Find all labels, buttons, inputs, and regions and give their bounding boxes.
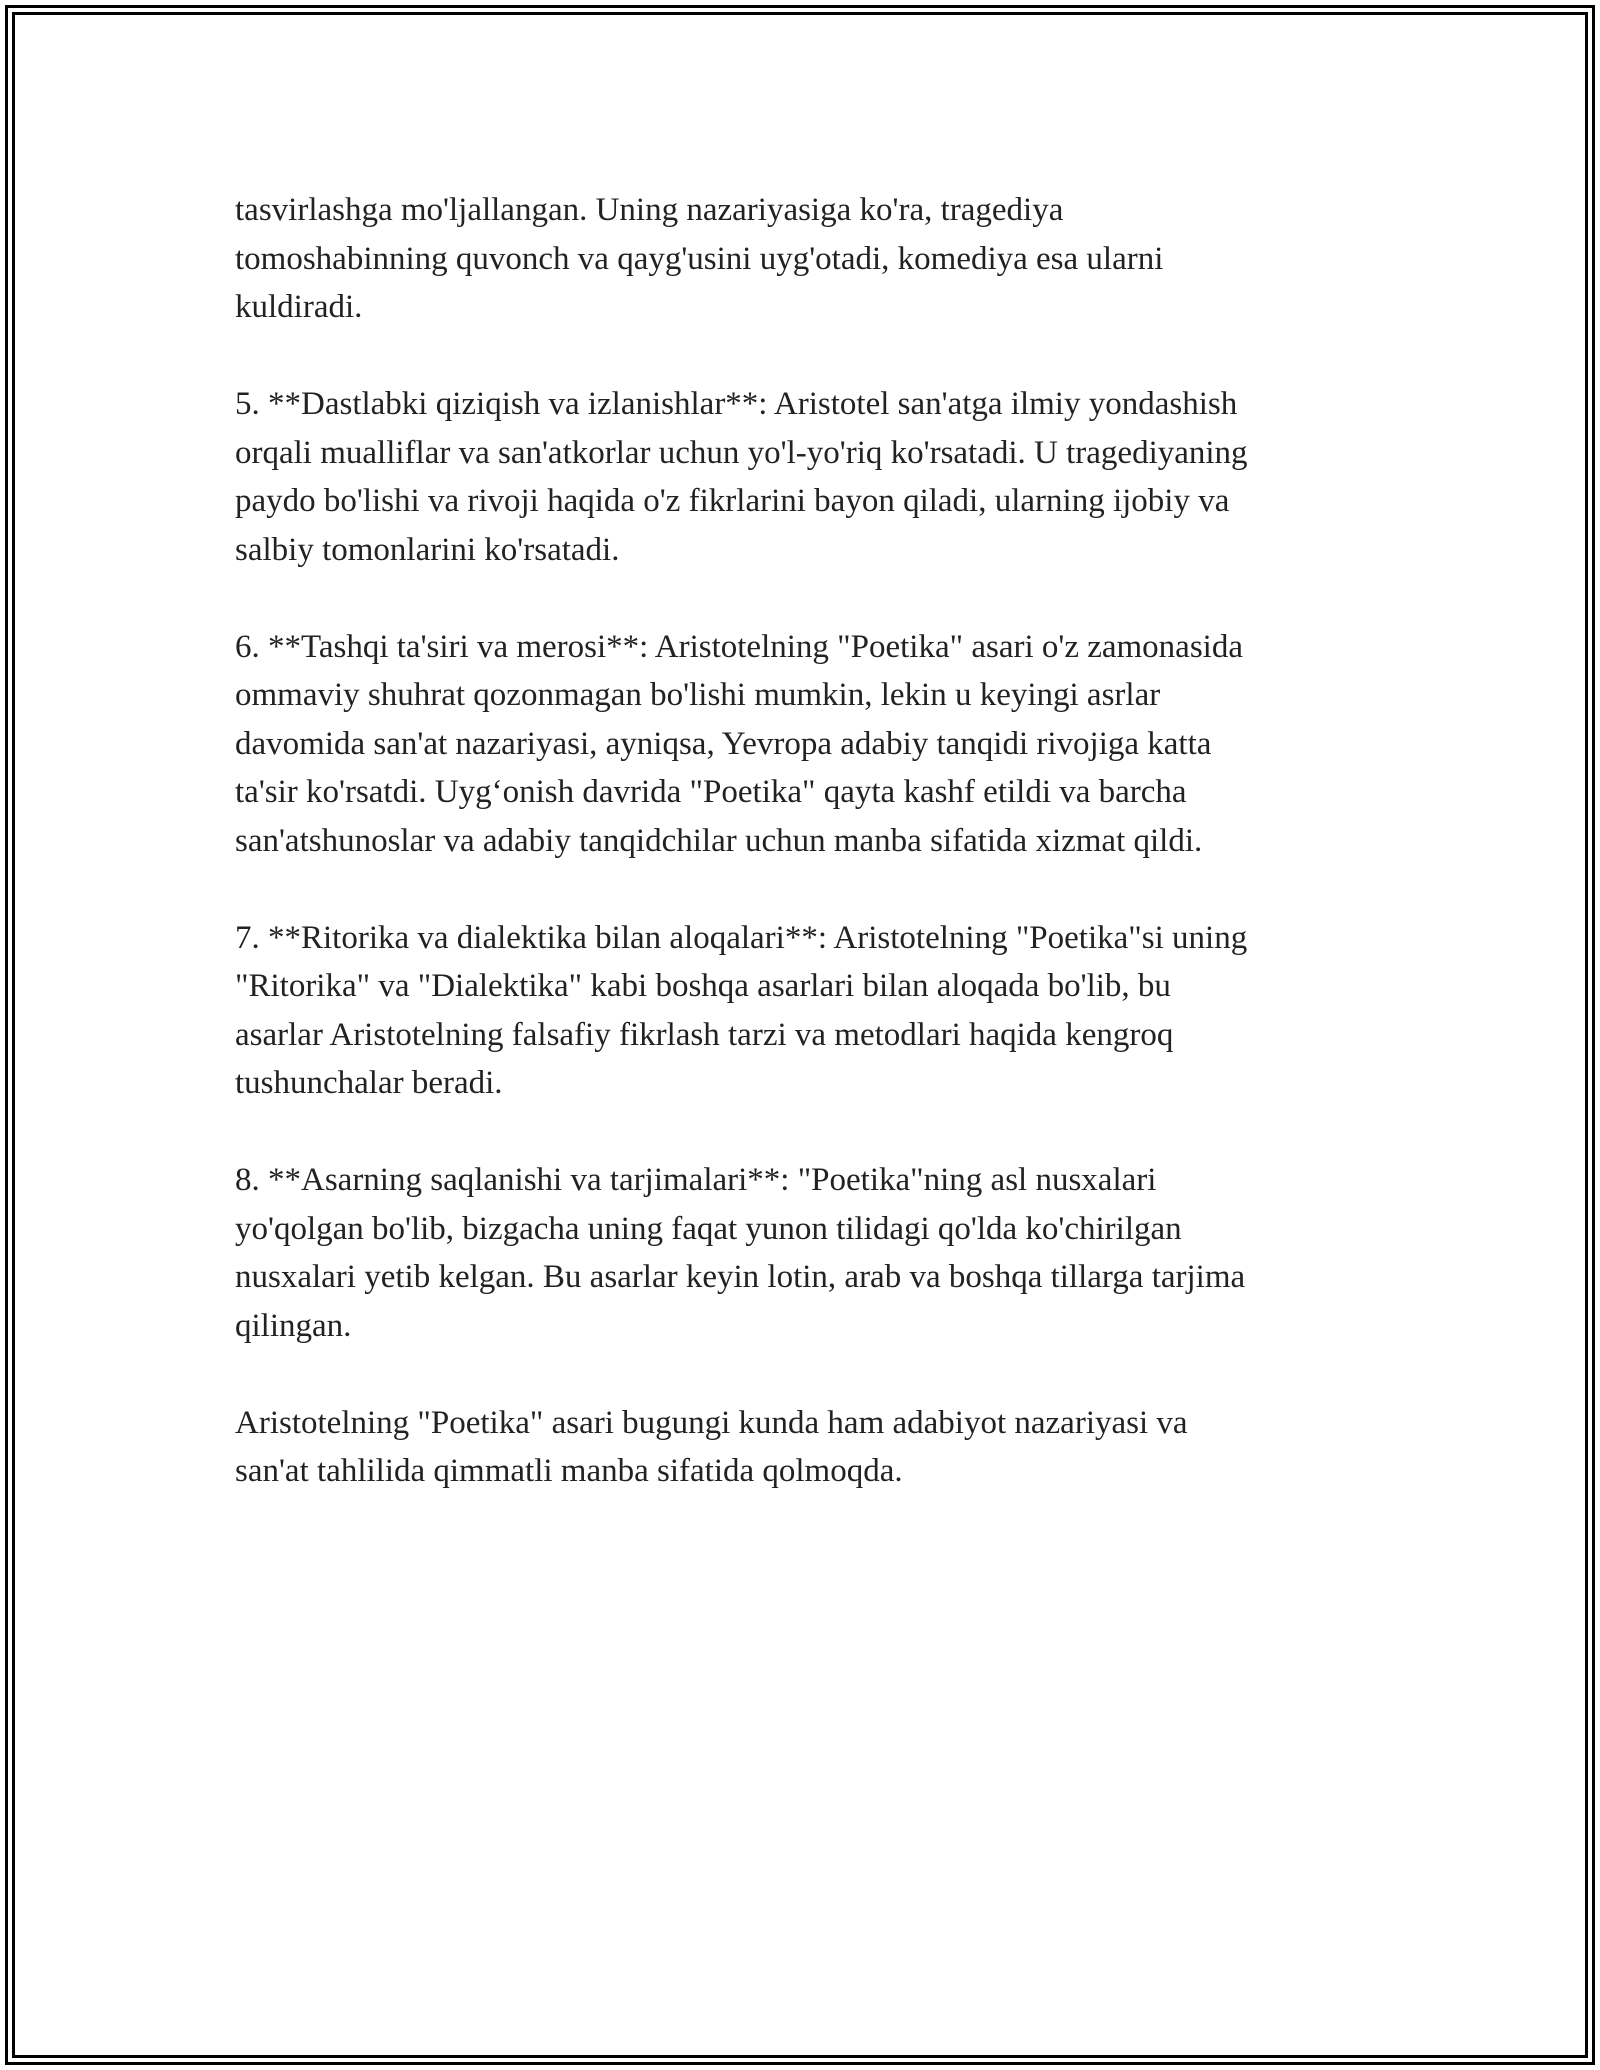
text-line: qilingan.	[235, 1307, 352, 1344]
text-line: orqali mualliflar va san'atkorlar uchun yo'l-yo'riq ko'rsatadi. U tragediyaning	[235, 434, 1248, 471]
document-body	[235, 186, 1375, 1544]
text-line: salbiy tomonlarini ko'rsatadi.	[235, 531, 620, 568]
text-line: 6. **Tashqi ta'siri va merosi**: Aristotelning "Poetika" asari o'z zamonasida	[235, 628, 1243, 665]
text-line: yo'qolgan bo'lib, bizgacha uning faqat yunon tilidagi qo'lda ko'chirilgan	[235, 1210, 1182, 1247]
text-line: ommaviy shuhrat qozonmagan bo'lishi mumkin, lekin u keyingi asrlar	[235, 677, 1161, 713]
text-line: asarlar Aristotelning falsafiy fikrlash tarzi va metodlari haqida kengroq	[235, 1016, 1174, 1053]
text-line: 5. **Dastlabki qiziqish va izlanishlar**: Aristotel san'atga ilmiy yondashish	[235, 386, 1238, 422]
text-line: san'atshunoslar va adabiy tanqidchilar uchun manba sifatida xizmat qildi.	[235, 822, 1203, 859]
paragraph-item-6	[235, 623, 1375, 866]
text-line: tushunchalar beradi.	[235, 1065, 503, 1101]
paragraph-item-7	[235, 914, 1375, 1108]
text-line: san'at tahlilida qimmatli manba sifatida qolmoqda.	[235, 1453, 903, 1489]
text-line: 7. **Ritorika va dialektika bilan aloqalari**: Aristotelning "Poetika"si uning	[235, 919, 1248, 956]
paragraph-conclusion	[235, 1399, 1375, 1496]
paragraph-item-5	[235, 380, 1375, 574]
paragraph-intro-continuation	[235, 186, 1375, 332]
text-line: paydo bo'lishi va rivoji haqida o'z fikrlarini bayon qiladi, ularning ijobiy va	[235, 483, 1230, 519]
text-line: davomida san'at nazariyasi, ayniqsa, Yevropa adabiy tanqidi rivojiga katta	[235, 725, 1212, 762]
text-line: 8. **Asarning saqlanishi va tarjimalari**: "Poetika"ning asl nusxalari	[235, 1162, 1157, 1198]
text-line: tomoshabinning quvonch va qayg'usini uyg'otadi, komediya esa ularni	[235, 240, 1164, 277]
text-line: tasvirlashga mo'ljallangan. Uning nazariyasiga ko'ra, tragediya	[235, 192, 1064, 228]
text-line: ta'sir ko'rsatdi. Uyg‘onish davrida "Poetika" qayta kashf etildi va barcha	[235, 774, 1187, 810]
text-line: "Ritorika" va "Dialektika" kabi boshqa asarlari bilan aloqada bo'lib, bu	[235, 968, 1171, 1004]
paragraph-item-8	[235, 1156, 1375, 1350]
text-line: kuldiradi.	[235, 289, 363, 325]
text-line: Aristotelning "Poetika" asari bugungi kunda ham adabiyot nazariyasi va	[235, 1404, 1188, 1441]
text-line: nusxalari yetib kelgan. Bu asarlar keyin lotin, arab va boshqa tillarga tarjima	[235, 1259, 1246, 1295]
